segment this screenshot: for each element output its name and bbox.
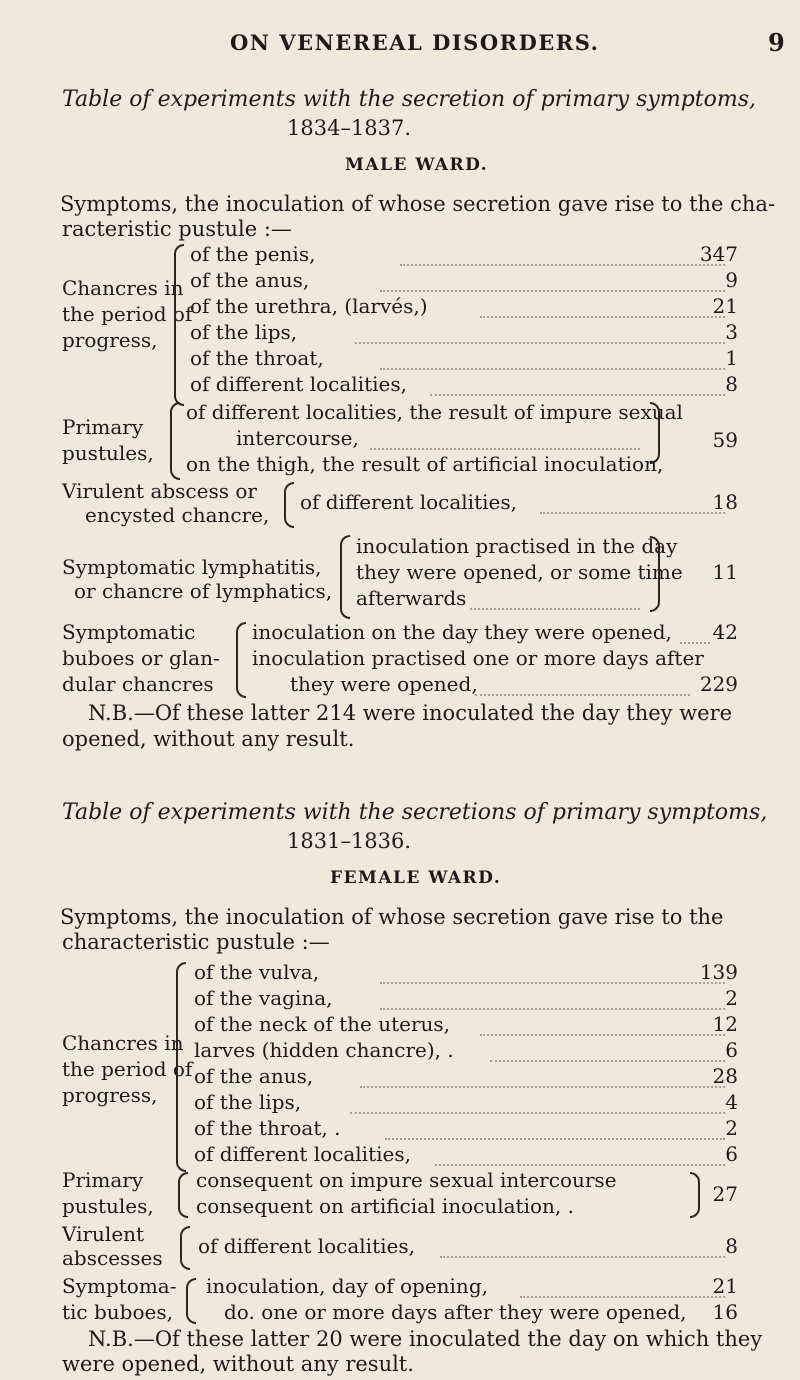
- male-intro-line-2: racteristic pustule :—: [62, 217, 292, 241]
- female-chancre-count: 4: [725, 1090, 738, 1114]
- male-chancres-label-3: progress,: [62, 328, 158, 352]
- male-chancre-count: 9: [725, 268, 738, 292]
- male-primary-label-1: Primary: [62, 415, 144, 439]
- leader-dots: [350, 1092, 725, 1114]
- female-primary-brace: [178, 1172, 188, 1218]
- male-lymph-brace: [340, 535, 350, 619]
- female-table-years: 1831–1836.: [287, 829, 412, 853]
- female-chancre-site: of the anus,: [194, 1064, 314, 1088]
- male-primary-line: intercourse,: [236, 426, 359, 450]
- female-chancres-label-2: the period of: [62, 1057, 193, 1081]
- male-lymph-label-1: Symptomatic lymphatitis,: [62, 555, 322, 579]
- male-buboes-line: inoculation practised one or more days after: [252, 646, 704, 670]
- male-buboes-label-1: Symptomatic: [62, 620, 196, 644]
- female-abscess-label-1: Virulent: [62, 1222, 145, 1246]
- male-lymph-line: they were opened, or some time: [356, 560, 683, 584]
- male-primary-label-2: pustules,: [62, 441, 154, 465]
- male-primary-right-brace: [650, 402, 660, 464]
- female-buboes-brace: [186, 1278, 196, 1324]
- female-primary-label-2: pustules,: [62, 1194, 154, 1218]
- male-buboes-count: 42: [712, 620, 738, 644]
- male-ward-heading: MALE WARD.: [345, 155, 489, 175]
- male-abscess-label-2: encysted chancre,: [85, 503, 270, 527]
- female-chancre-count: 12: [712, 1012, 738, 1036]
- male-chancre-site: of the throat,: [190, 346, 324, 370]
- male-buboes-count: 229: [699, 672, 738, 696]
- female-chancres-brace: [176, 962, 186, 1172]
- leader-dots: [380, 988, 725, 1010]
- male-chancre-count: 347: [699, 242, 738, 266]
- female-chancre-site: of the vagina,: [194, 986, 333, 1010]
- female-intro-line-1: Symptoms, the inoculation of whose secretion gave rise to the: [60, 905, 724, 929]
- male-buboes-label-2: buboes or glan-: [62, 646, 220, 670]
- female-nb-line-2: were opened, without any result.: [62, 1352, 414, 1376]
- leader-dots: [440, 1236, 725, 1258]
- male-buboes-label-3: dular chancres: [62, 672, 214, 696]
- male-nb-line-2: opened, without any result.: [62, 727, 355, 751]
- female-chancre-count: 28: [712, 1064, 738, 1088]
- female-chancre-site: of the neck of the uterus,: [194, 1012, 451, 1036]
- male-abscess-text: of different localities,: [300, 490, 517, 514]
- male-primary-brace: [170, 402, 180, 480]
- female-chancre-count: 6: [725, 1142, 738, 1166]
- male-table-title: Table of experiments with the secretion of primary symptoms,: [62, 87, 757, 112]
- male-buboes-line: they were opened,: [290, 672, 478, 696]
- male-chancre-count: 3: [725, 320, 738, 344]
- female-chancres-label-3: progress,: [62, 1083, 158, 1107]
- female-abscess-label-2: abscesses: [62, 1246, 163, 1270]
- female-chancre-site: of the vulva,: [194, 960, 320, 984]
- female-chancre-site: of different localities,: [194, 1142, 411, 1166]
- male-buboes-line: inoculation on the day they were opened,: [252, 620, 672, 644]
- leader-dots: [475, 674, 690, 696]
- leader-dots: [360, 1066, 725, 1088]
- female-primary-line: consequent on artificial inoculation, .: [196, 1194, 574, 1218]
- male-abscess-label-1: Virulent abscess or: [62, 479, 257, 503]
- female-chancre-site: of the throat, .: [194, 1116, 341, 1140]
- running-head: ON VENEREAL DISORDERS.: [230, 30, 600, 55]
- female-chancres-label-1: Chancres in: [62, 1031, 184, 1055]
- female-abscess-count: 8: [725, 1234, 738, 1258]
- male-primary-line: of different localities, the result of impure sexual: [186, 400, 683, 424]
- female-abscess-text: of different localities,: [198, 1234, 415, 1258]
- male-table-years: 1834–1837.: [287, 116, 412, 140]
- female-chancre-count: 2: [725, 986, 738, 1010]
- female-buboes-label-2: tic buboes,: [62, 1300, 173, 1324]
- leader-dots: [355, 322, 725, 344]
- male-chancre-site: of different localities,: [190, 372, 407, 396]
- male-chancre-site: of the lips,: [190, 320, 298, 344]
- leader-dots: [470, 588, 640, 610]
- female-chancre-site: larves (hidden chancre), .: [194, 1038, 454, 1062]
- leader-dots: [380, 962, 725, 984]
- male-abscess-brace: [284, 482, 294, 528]
- leader-dots: [380, 348, 725, 370]
- male-lymph-label-2: or chancre of lymphatics,: [74, 579, 333, 603]
- female-buboes-count: 21: [712, 1274, 738, 1298]
- male-chancre-site: of the anus,: [190, 268, 310, 292]
- page-number: 9: [768, 28, 785, 57]
- male-chancre-count: 21: [712, 294, 738, 318]
- female-abscess-brace: [180, 1226, 190, 1270]
- female-intro-line-2: characteristic pustule :—: [62, 930, 330, 954]
- male-primary-line: on the thigh, the result of artificial inoculation,: [186, 452, 664, 476]
- female-chancre-site: of the lips,: [194, 1090, 302, 1114]
- female-nb-line-1: N.B.—Of these latter 20 were inoculated the day on which they: [88, 1327, 763, 1351]
- female-primary-count: 27: [712, 1182, 738, 1206]
- female-buboes-line: do. one or more days after they were opened,: [224, 1300, 687, 1324]
- male-chancres-brace: [174, 244, 184, 406]
- male-chancre-site: of the penis,: [190, 242, 316, 266]
- female-table-title: Table of experiments with the secretions of primary symptoms,: [62, 800, 768, 825]
- female-buboes-label-1: Symptoma-: [62, 1274, 177, 1298]
- male-abscess-count: 18: [712, 490, 738, 514]
- leader-dots: [370, 428, 640, 450]
- male-lymph-count: 11: [712, 560, 738, 584]
- leader-dots: [385, 1118, 725, 1140]
- female-primary-line: consequent on impure sexual intercourse: [196, 1168, 617, 1192]
- female-buboes-count: 16: [712, 1300, 738, 1324]
- male-chancre-site: of the urethra, (larvés,): [190, 294, 428, 318]
- male-chancres-label-2: the period of: [62, 302, 193, 326]
- leader-dots: [380, 270, 725, 292]
- female-primary-label-1: Primary: [62, 1168, 144, 1192]
- leader-dots: [400, 244, 725, 266]
- male-lymph-right-brace: [650, 536, 660, 612]
- male-chancres-label-1: Chancres in: [62, 276, 184, 300]
- leader-dots: [430, 374, 725, 396]
- leader-dots: [435, 1144, 725, 1166]
- male-chancre-count: 8: [725, 372, 738, 396]
- male-primary-count: 59: [712, 428, 738, 452]
- male-lymph-line: inoculation practised in the day: [356, 534, 678, 558]
- female-ward-heading: FEMALE WARD.: [330, 868, 502, 888]
- male-lymph-line: afterwards: [356, 586, 467, 610]
- female-chancre-count: 139: [699, 960, 738, 984]
- male-chancre-count: 1: [725, 346, 738, 370]
- female-chancre-count: 2: [725, 1116, 738, 1140]
- male-intro-line-1: Symptoms, the inoculation of whose secretion gave rise to the cha-: [60, 192, 776, 216]
- male-nb-line-1: N.B.—Of these latter 214 were inoculated the day they were: [88, 701, 733, 725]
- male-buboes-brace: [236, 622, 246, 698]
- female-chancre-count: 6: [725, 1038, 738, 1062]
- female-buboes-line: inoculation, day of opening,: [206, 1274, 488, 1298]
